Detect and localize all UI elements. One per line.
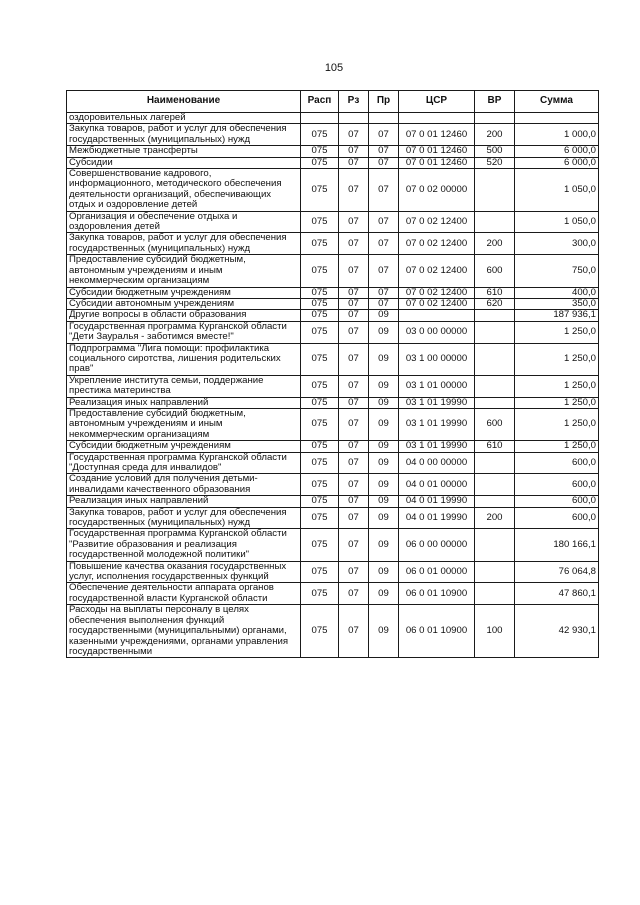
cell-sum: 600,0 [515, 474, 599, 496]
cell-pr: 09 [369, 561, 399, 583]
cell-rz: 07 [339, 343, 369, 375]
cell-pr [369, 113, 399, 124]
cell-rz: 07 [339, 310, 369, 321]
cell-rz: 07 [339, 507, 369, 529]
header-sum: Сумма [515, 91, 599, 113]
cell-csr: 07 0 02 12400 [399, 255, 475, 287]
table-row [67, 233, 599, 255]
cell-rasp: 075 [301, 496, 339, 507]
cell-rasp [301, 113, 339, 124]
table-row [67, 375, 599, 397]
cell-vr [475, 583, 515, 605]
cell-sum: 1 250,0 [515, 375, 599, 397]
cell-rz: 07 [339, 397, 369, 408]
table-body [67, 113, 599, 658]
cell-csr: 03 0 00 00000 [399, 321, 475, 343]
cell-vr: 520 [475, 157, 515, 168]
cell-sum: 6 000,0 [515, 146, 599, 157]
cell-vr [475, 343, 515, 375]
cell-sum: 6 000,0 [515, 157, 599, 168]
table-row [67, 474, 599, 496]
header-csr: ЦСР [399, 91, 475, 113]
cell-rasp: 075 [301, 233, 339, 255]
cell-pr: 09 [369, 343, 399, 375]
cell-vr [475, 474, 515, 496]
cell-pr: 09 [369, 375, 399, 397]
cell-name: Субсидии бюджетным учреждениям [67, 441, 301, 452]
cell-name: Обеспечение деятельности аппарата органов государственной власти Курганской области [67, 583, 301, 605]
cell-vr: 200 [475, 233, 515, 255]
cell-name: Расходы на выплаты персоналу в целях обеспечения выполнения функций государственными (муниципальными) органами, казенными учреждениями, органами управления государственными [67, 605, 301, 658]
cell-vr [475, 397, 515, 408]
cell-rz: 07 [339, 124, 369, 146]
cell-name: Субсидии бюджетным учреждениям [67, 287, 301, 298]
cell-rz: 07 [339, 529, 369, 561]
cell-pr: 07 [369, 169, 399, 212]
header-rasp: Расп [301, 91, 339, 113]
cell-sum: 1 250,0 [515, 441, 599, 452]
table-row [67, 561, 599, 583]
cell-rasp: 075 [301, 211, 339, 233]
cell-rz: 07 [339, 441, 369, 452]
cell-sum: 1 050,0 [515, 211, 599, 233]
table-row [67, 157, 599, 168]
cell-rz: 07 [339, 211, 369, 233]
cell-csr: 04 0 01 00000 [399, 474, 475, 496]
cell-name: Субсидии автономным учреждениям [67, 298, 301, 309]
cell-sum [515, 113, 599, 124]
cell-csr: 03 1 01 00000 [399, 375, 475, 397]
table-row [67, 507, 599, 529]
cell-rz: 07 [339, 169, 369, 212]
cell-rz: 07 [339, 408, 369, 440]
table-row [67, 287, 599, 298]
cell-pr: 07 [369, 255, 399, 287]
table-header-row [67, 91, 599, 113]
cell-pr: 09 [369, 408, 399, 440]
cell-vr: 200 [475, 507, 515, 529]
cell-pr: 07 [369, 124, 399, 146]
cell-pr: 09 [369, 507, 399, 529]
table-row [67, 255, 599, 287]
cell-pr: 07 [369, 146, 399, 157]
cell-csr [399, 310, 475, 321]
cell-rz: 07 [339, 298, 369, 309]
cell-sum: 180 166,1 [515, 529, 599, 561]
cell-vr: 610 [475, 287, 515, 298]
cell-rz: 07 [339, 583, 369, 605]
cell-sum: 1 000,0 [515, 124, 599, 146]
table-row [67, 211, 599, 233]
cell-rz: 07 [339, 605, 369, 658]
cell-pr: 07 [369, 298, 399, 309]
cell-rasp: 075 [301, 397, 339, 408]
cell-csr: 07 0 02 12400 [399, 233, 475, 255]
cell-pr: 09 [369, 397, 399, 408]
header-rz: Рз [339, 91, 369, 113]
cell-rasp: 075 [301, 408, 339, 440]
cell-csr: 06 0 00 00000 [399, 529, 475, 561]
cell-pr: 09 [369, 321, 399, 343]
cell-sum: 187 936,1 [515, 310, 599, 321]
cell-vr [475, 375, 515, 397]
cell-rasp: 075 [301, 321, 339, 343]
header-vr: ВР [475, 91, 515, 113]
cell-rz: 07 [339, 287, 369, 298]
cell-sum: 1 250,0 [515, 321, 599, 343]
cell-sum: 300,0 [515, 233, 599, 255]
cell-sum: 750,0 [515, 255, 599, 287]
cell-csr: 04 0 01 19990 [399, 507, 475, 529]
cell-rasp: 075 [301, 146, 339, 157]
cell-rasp: 075 [301, 343, 339, 375]
cell-name: Государственная программа Курганской области "Доступная среда для инвалидов" [67, 452, 301, 474]
cell-name: Субсидии [67, 157, 301, 168]
cell-rz: 07 [339, 452, 369, 474]
cell-pr: 07 [369, 211, 399, 233]
cell-rasp: 075 [301, 561, 339, 583]
cell-vr [475, 452, 515, 474]
table-row [67, 529, 599, 561]
cell-sum: 1 250,0 [515, 408, 599, 440]
cell-name: Реализация иных направлений [67, 397, 301, 408]
cell-name: Подпрограмма "Лига помощи: профилактика социального сиротства, лишения родительских прав" [67, 343, 301, 375]
budget-table [66, 90, 599, 658]
table-row [67, 605, 599, 658]
cell-csr: 07 0 01 12460 [399, 146, 475, 157]
cell-name: оздоровительных лагерей [67, 113, 301, 124]
cell-name: Организация и обеспечение отдыха и оздоровления детей [67, 211, 301, 233]
cell-csr: 06 0 01 00000 [399, 561, 475, 583]
cell-csr: 07 0 01 12460 [399, 157, 475, 168]
cell-rasp: 075 [301, 124, 339, 146]
cell-rasp: 075 [301, 375, 339, 397]
cell-rz: 07 [339, 233, 369, 255]
cell-rasp: 075 [301, 298, 339, 309]
cell-rz: 07 [339, 561, 369, 583]
cell-csr: 03 1 01 19990 [399, 408, 475, 440]
header-name: Наименование [67, 91, 301, 113]
cell-rz [339, 113, 369, 124]
cell-pr: 09 [369, 474, 399, 496]
cell-rz: 07 [339, 496, 369, 507]
cell-pr: 09 [369, 583, 399, 605]
cell-name: Закупка товаров, работ и услуг для обеспечения государственных (муниципальных) нужд [67, 507, 301, 529]
cell-csr: 03 1 01 19990 [399, 397, 475, 408]
cell-name: Укрепление института семьи, поддержание престижа материнства [67, 375, 301, 397]
cell-rasp: 075 [301, 310, 339, 321]
cell-name: Межбюджетные трансферты [67, 146, 301, 157]
table-row [67, 397, 599, 408]
cell-rasp: 075 [301, 583, 339, 605]
cell-rz: 07 [339, 321, 369, 343]
cell-vr: 500 [475, 146, 515, 157]
cell-csr: 04 0 01 19990 [399, 496, 475, 507]
cell-name: Закупка товаров, работ и услуг для обеспечения государственных (муниципальных) нужд [67, 233, 301, 255]
cell-sum: 1 250,0 [515, 343, 599, 375]
cell-vr: 600 [475, 408, 515, 440]
cell-vr: 100 [475, 605, 515, 658]
cell-pr: 09 [369, 441, 399, 452]
cell-csr: 06 0 01 10900 [399, 583, 475, 605]
cell-sum: 47 860,1 [515, 583, 599, 605]
cell-rasp: 075 [301, 605, 339, 658]
cell-rasp: 075 [301, 169, 339, 212]
cell-sum: 400,0 [515, 287, 599, 298]
page-number: 105 [324, 62, 344, 74]
cell-vr [475, 310, 515, 321]
table-row [67, 496, 599, 507]
cell-sum: 1 050,0 [515, 169, 599, 212]
cell-pr: 09 [369, 496, 399, 507]
cell-sum: 600,0 [515, 496, 599, 507]
cell-pr: 09 [369, 529, 399, 561]
table-row [67, 113, 599, 124]
table-row [67, 343, 599, 375]
cell-rz: 07 [339, 157, 369, 168]
cell-rasp: 075 [301, 287, 339, 298]
cell-vr [475, 113, 515, 124]
cell-csr: 07 0 02 00000 [399, 169, 475, 212]
cell-vr [475, 321, 515, 343]
table-row [67, 124, 599, 146]
cell-csr [399, 113, 475, 124]
cell-name: Реализация иных направлений [67, 496, 301, 507]
cell-name: Закупка товаров, работ и услуг для обеспечения государственных (муниципальных) нужд [67, 124, 301, 146]
cell-vr [475, 211, 515, 233]
cell-rasp: 075 [301, 452, 339, 474]
cell-vr [475, 169, 515, 212]
cell-rasp: 075 [301, 529, 339, 561]
cell-csr: 06 0 01 10900 [399, 605, 475, 658]
table-row [67, 583, 599, 605]
table-row [67, 298, 599, 309]
table-row [67, 169, 599, 212]
cell-sum: 600,0 [515, 507, 599, 529]
cell-csr: 03 1 01 19990 [399, 441, 475, 452]
table-row [67, 408, 599, 440]
cell-pr: 07 [369, 287, 399, 298]
cell-vr [475, 561, 515, 583]
cell-vr: 200 [475, 124, 515, 146]
cell-pr: 09 [369, 452, 399, 474]
cell-name: Создание условий для получения детьми-инвалидами качественного образования [67, 474, 301, 496]
cell-name: Предоставление субсидий бюджетным, автономным учреждениям и иным некоммерческим организациям [67, 255, 301, 287]
cell-sum: 350,0 [515, 298, 599, 309]
cell-rasp: 075 [301, 507, 339, 529]
cell-vr: 620 [475, 298, 515, 309]
cell-pr: 07 [369, 233, 399, 255]
cell-pr: 09 [369, 310, 399, 321]
cell-vr [475, 529, 515, 561]
cell-rasp: 075 [301, 474, 339, 496]
cell-sum: 76 064,8 [515, 561, 599, 583]
cell-name: Государственная программа Курганской области "Дети Зауралья - заботимся вместе!" [67, 321, 301, 343]
cell-name: Предоставление субсидий бюджетным, автономным учреждениям и иным некоммерческим организациям [67, 408, 301, 440]
cell-name: Совершенствование кадрового, информационного, методического обеспечения деятельности организаций, обеспечивающих отдых и оздоровление детей [67, 169, 301, 212]
cell-rz: 07 [339, 375, 369, 397]
cell-name: Другие вопросы в области образования [67, 310, 301, 321]
cell-csr: 04 0 00 00000 [399, 452, 475, 474]
table-row [67, 452, 599, 474]
cell-rz: 07 [339, 255, 369, 287]
cell-csr: 07 0 02 12400 [399, 211, 475, 233]
cell-rasp: 075 [301, 255, 339, 287]
cell-csr: 07 0 02 12400 [399, 298, 475, 309]
cell-rasp: 075 [301, 441, 339, 452]
cell-pr: 09 [369, 605, 399, 658]
cell-vr: 610 [475, 441, 515, 452]
cell-rz: 07 [339, 474, 369, 496]
cell-rz: 07 [339, 146, 369, 157]
cell-csr: 03 1 00 00000 [399, 343, 475, 375]
table-row [67, 321, 599, 343]
cell-sum: 42 930,1 [515, 605, 599, 658]
cell-rasp: 075 [301, 157, 339, 168]
cell-vr [475, 496, 515, 507]
cell-sum: 1 250,0 [515, 397, 599, 408]
cell-name: Государственная программа Курганской области "Развитие образования и реализация государственной молодежной политики" [67, 529, 301, 561]
cell-csr: 07 0 01 12460 [399, 124, 475, 146]
cell-pr: 07 [369, 157, 399, 168]
table-row [67, 146, 599, 157]
cell-csr: 07 0 02 12400 [399, 287, 475, 298]
cell-vr: 600 [475, 255, 515, 287]
header-pr: Пр [369, 91, 399, 113]
cell-sum: 600,0 [515, 452, 599, 474]
cell-name: Повышение качества оказания государственных услуг, исполнения государственных функций [67, 561, 301, 583]
table-row [67, 441, 599, 452]
table-row [67, 310, 599, 321]
